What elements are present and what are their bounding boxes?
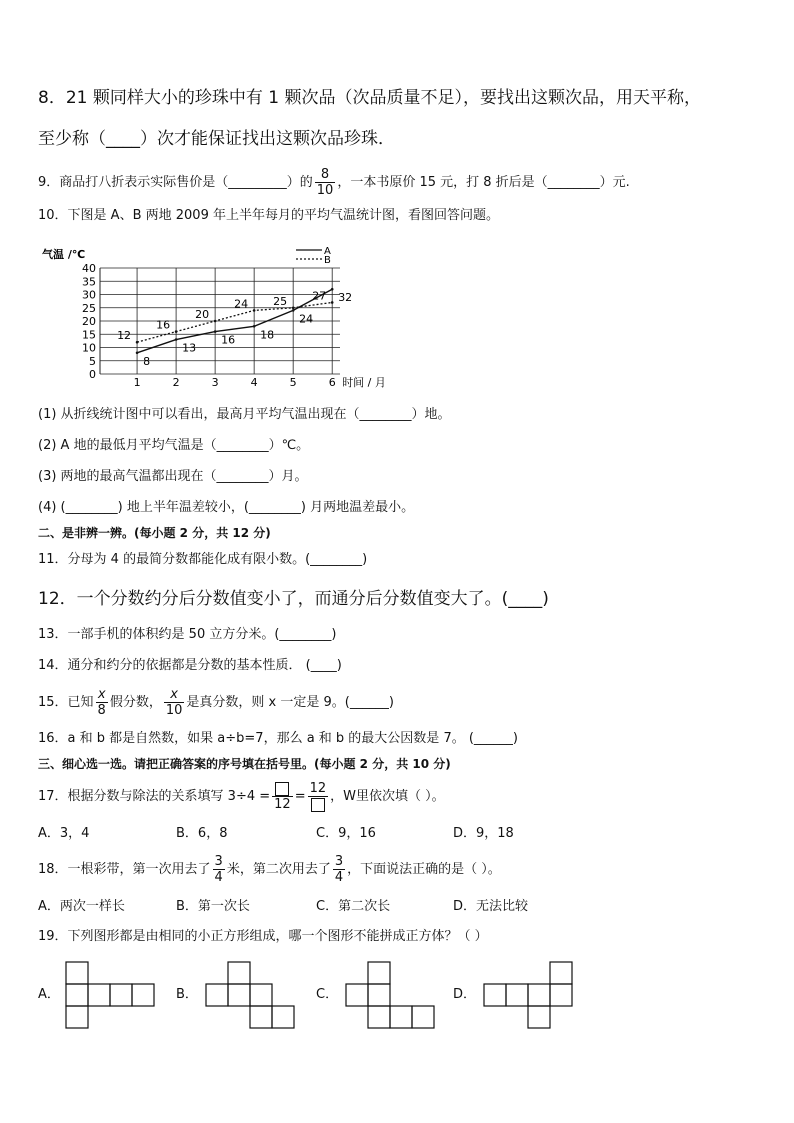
question-8-line2: 至少称（____）次才能保证找出这颗次品珍珠． [38,129,395,149]
data-label-b: 12 [117,329,132,343]
x-tick-label: 3 [211,376,219,389]
question-9 [38,167,630,198]
data-point-a [292,309,295,312]
data-label-b: 24 [234,297,249,311]
fraction-x-10: $\frac{x}{10}$ [165,687,183,718]
question-10-sub4: (4) (________) 地上半年温差较小，(________) 月两地温差最小。 [38,500,415,515]
q18-option-c[interactable]: C．第二次长 [316,899,391,914]
data-label-b: 25 [273,294,288,308]
question-19: 19．下列图形都是由相同的小正方形组成，哪一个图形不能拼成正方体？（ ） [38,929,488,944]
q17-option-c[interactable]: C．9，16 [316,826,376,841]
data-label-a: 13 [182,341,197,355]
question-8-line1: 8．21 颗同样大小的珍珠中有 1 颗次品（次品质量不足），要找出这颗次品，用天平称， [38,88,701,108]
q17-text-b: ，W里依次填（ ）。 [330,789,445,804]
q18-text-c: ，下面说法正确的是（ ）。 [347,862,501,877]
question-17: 17．根据分数与除法的关系填写 3÷4 = 12 = 12 ，W里依次填（ ）。 [38,781,445,812]
fraction-x-8: $\frac{x}{8}$ [97,687,106,718]
data-point-a [331,288,334,291]
blank-box [311,798,325,812]
y-tick-label: 20 [82,315,96,328]
question-10: 10．下图是 A、B 两地 2009 年上半年每月的平均气温统计图，看图回答问题。 [38,208,499,223]
data-point-b [175,330,178,333]
cube-net-b [204,960,299,1030]
data-point-b [253,309,256,312]
fraction-3-4-b: $\frac{3}{4}$ [334,854,344,885]
y-tick-label: 35 [82,275,96,289]
x-tick-label: 4 [250,376,258,389]
q19-option-a[interactable]: A． [38,987,60,1002]
legend-label-b: B [324,255,331,266]
q18-option-b[interactable]: B．第一次长 [176,899,250,914]
data-label-a: 8 [143,354,151,368]
q17-option-d[interactable]: D．9，18 [453,826,514,841]
data-point-a [214,330,217,333]
y-axis-label: 气温 /℃ [42,248,86,261]
q9-text-b: ，一本书原价 15 元，打 8 折后是（________）元. [337,175,630,190]
question-10-sub3: (3) 两地的最高气温都出现在（________）月。 [38,469,308,484]
data-label-b: 16 [156,318,171,332]
section-3-title: 三、细心选一选。请把正确答案的序号填在括号里。(每小题 2 分，共 10 分) [38,757,451,771]
y-tick-label: 5 [89,354,96,368]
q15-text-a: 15．已知 [38,695,94,710]
fraction-box-12: 12 [272,781,293,812]
data-point-b [292,306,295,309]
data-label-a: 32 [338,291,353,305]
q17-text-a: 17．根据分数与除法的关系填写 3÷4 = [38,789,271,804]
question-10-sub2: (2) A 地的最低月平均气温是（________）℃。 [38,438,310,453]
cube-net-c [344,960,439,1030]
fraction-12-box: 12 [308,781,329,812]
q18-text-a: 18．一根彩带，第一次用去了 [38,862,211,877]
q18-option-d[interactable]: D．无法比较 [453,899,529,914]
data-point-b [331,301,334,304]
data-label-a: 16 [221,333,236,347]
q19-option-d[interactable]: D． [453,987,477,1002]
q18-option-a[interactable]: A．两次一样长 [38,899,125,914]
temperature-line-chart [40,244,386,392]
data-point-b [214,320,217,323]
q18-text-b: 米，第二次用去了 [226,862,331,877]
legend-label-a: A [324,246,331,257]
q19-option-c[interactable]: C． [316,987,339,1002]
y-tick-label: 10 [82,341,96,355]
section-2-title: 二、是非辨一辨。(每小题 2 分，共 12 分) [38,526,271,540]
question-15 [38,686,394,720]
question-18 [38,851,501,889]
data-point-a [175,338,178,341]
x-tick-label: 1 [133,376,141,389]
x-axis-label: 时间 / 月 [342,376,386,389]
y-tick-label: 40 [82,262,96,275]
y-tick-label: 25 [82,301,96,315]
data-label-b: 20 [195,308,210,321]
q17-option-b[interactable]: B．6，8 [176,826,228,841]
q15-text-c: 是真分数，则 x 一定是 9。(______) [186,695,394,710]
x-tick-label: 2 [172,376,180,389]
data-point-b [136,341,139,344]
question-10-sub1: (1) 从折线统计图中可以看出，最高月平均气温出现在（________）地。 [38,407,451,422]
data-label-a: 24 [299,312,314,326]
y-tick-label: 0 [89,368,96,381]
question-13: 13．一部手机的体积约是 50 立方分米。(________) [38,627,337,642]
y-tick-label: 30 [82,288,96,302]
q15-text-b: 假分数， [109,695,162,710]
question-16: 16．a 和 b 都是自然数，如果 a÷b=7，那么 a 和 b 的最大公因数是 7。 (______) [38,731,518,746]
cube-net-d [482,960,577,1030]
q19-option-b[interactable]: B． [176,987,198,1002]
q9-text-a: 9．商品打八折表示实际售价是（_________）的 [38,175,313,190]
cube-net-a [64,960,159,1030]
x-tick-label: 6 [328,376,336,389]
question-12: 12．一个分数约分后分数值变小了，而通分后分数值变大了。(____) [38,589,549,609]
data-label-b: 27 [312,289,327,303]
question-14: 14．通分和约分的依据都是分数的基本性质． (____) [38,658,342,673]
fraction-8-10: $\frac{8}{10}$ [316,167,334,198]
blank-box [275,782,289,796]
q17-option-a[interactable]: A．3，4 [38,826,90,841]
fraction-3-4-a: $\frac{3}{4}$ [214,854,223,885]
data-label-a: 18 [260,328,275,342]
y-tick-label: 15 [82,328,96,342]
x-tick-label: 5 [289,376,297,389]
question-11: 11．分母为 4 的最简分数都能化成有限小数。(________) [38,552,368,567]
data-point-a [136,352,139,355]
data-point-a [253,325,256,328]
